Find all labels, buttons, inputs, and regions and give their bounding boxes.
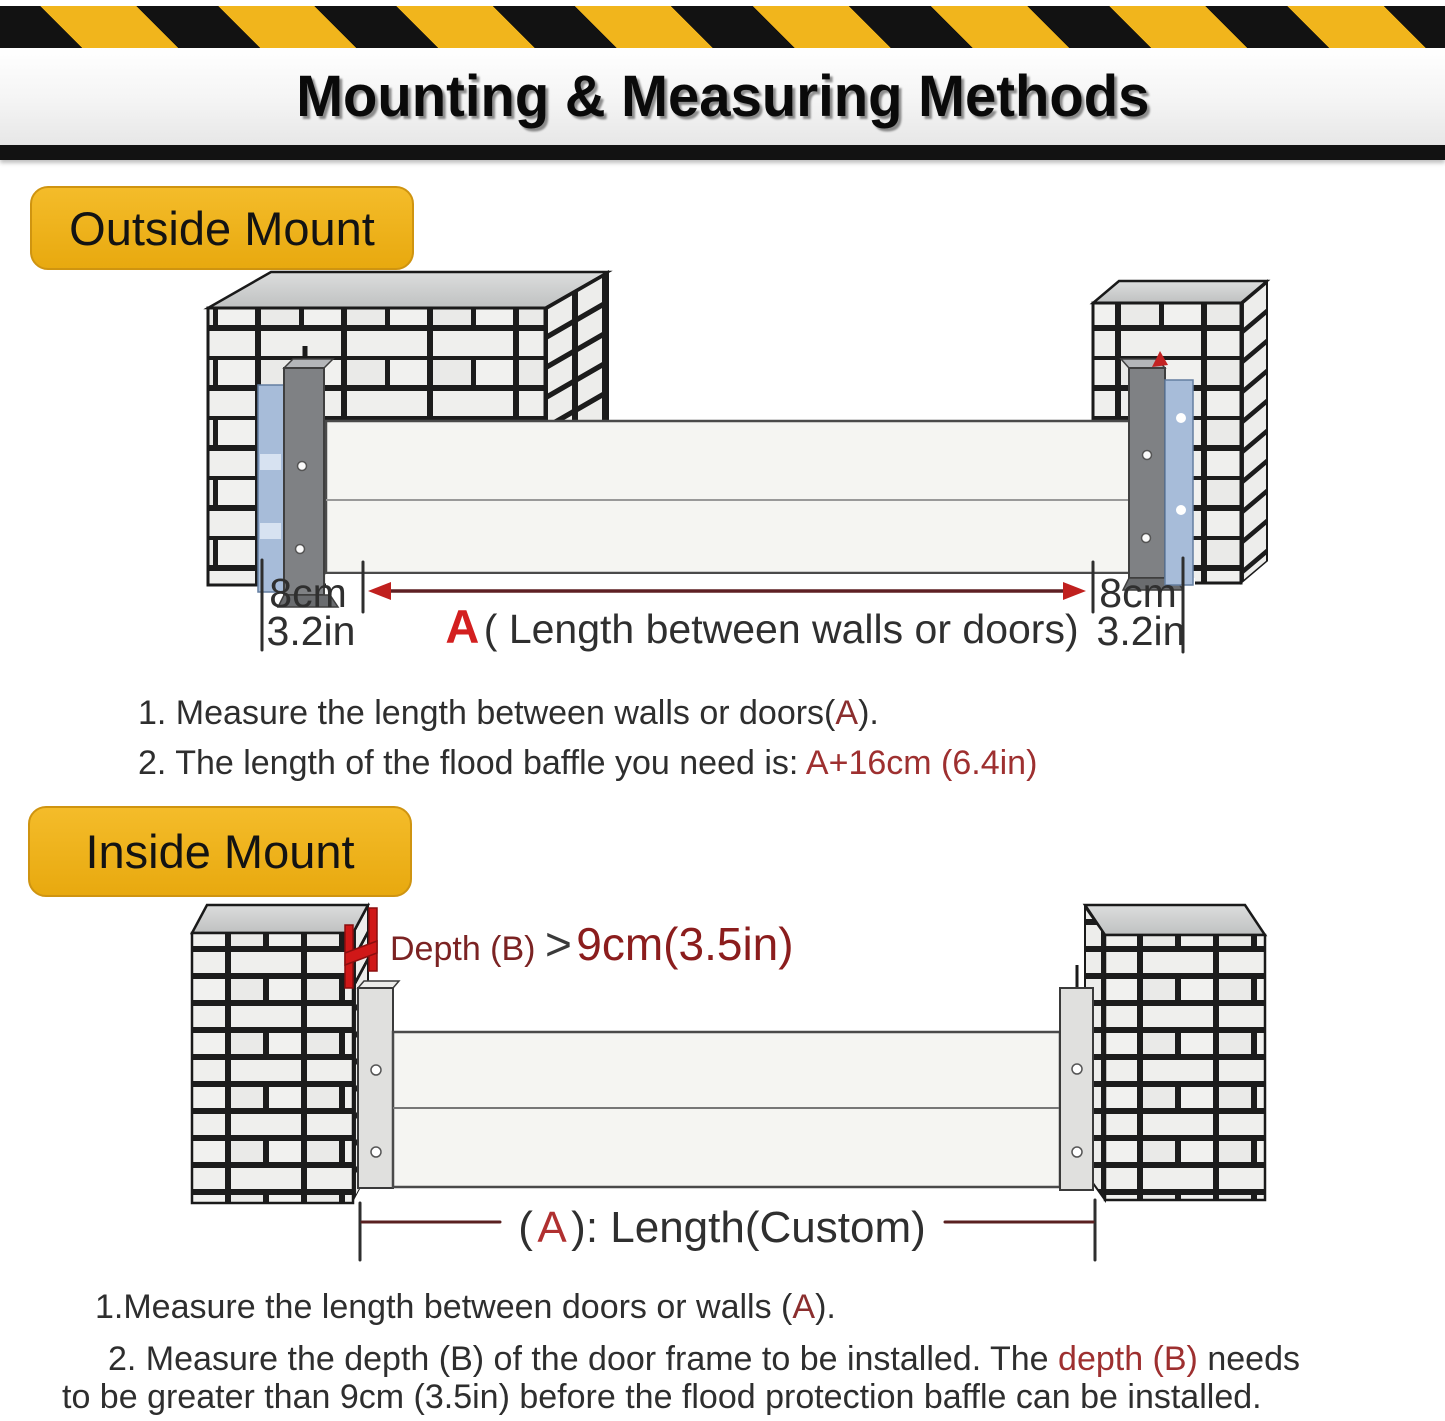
bracket-top-bevel xyxy=(284,359,333,368)
flood-barrier-panel xyxy=(326,421,1195,600)
pillar-front-face xyxy=(1105,935,1265,1200)
inside-left-brick-pillar xyxy=(192,905,368,1203)
inside-mount-diagram xyxy=(0,895,1445,1295)
inside-step-2-line2: to be greater than 9cm (3.5in) before the flood protection baffle can be installed. xyxy=(62,1378,1262,1416)
seal-strip-pad xyxy=(260,454,281,470)
seal-strip-dot xyxy=(1176,505,1186,515)
pillar-top-face xyxy=(192,905,368,933)
pillar-top-face xyxy=(1085,905,1265,935)
right-mounting-hardware xyxy=(1121,351,1193,590)
pillar-top-face xyxy=(1093,281,1267,303)
screw-hole xyxy=(1142,534,1151,543)
pillar-front-face xyxy=(192,933,353,1203)
pillar-side-face xyxy=(1241,281,1267,583)
mounting-plate xyxy=(1060,988,1093,1190)
inside-step-1: 1.Measure the length between doors or walls (A). xyxy=(95,1288,836,1326)
inside-step-2-line1: 2. Measure the depth (B) of the door frame to be installed. The depth (B) needs xyxy=(108,1340,1300,1378)
right-offset-in-label: 3.2in xyxy=(1096,608,1186,654)
screw-hole xyxy=(371,1065,381,1075)
inside-right-brick-pillar xyxy=(1085,905,1265,1200)
caution-stripe-banner xyxy=(0,6,1445,48)
inside-mount-badge-label: Inside Mount xyxy=(85,825,355,878)
screw-hole xyxy=(1072,1147,1082,1157)
outside-mount-badge-label: Outside Mount xyxy=(69,201,375,255)
outside-step-1: 1. Measure the length between walls or doors(A). xyxy=(138,694,879,732)
header-divider-bar xyxy=(0,145,1445,160)
custom-length-label: ( A ): Length(Custom) xyxy=(518,1203,926,1252)
inside-right-mounting-plate xyxy=(1060,965,1093,1190)
span-length-label: A ( Length between walls or doors) xyxy=(445,600,1079,653)
screw-hole xyxy=(1143,451,1152,460)
screw-hole xyxy=(298,462,307,471)
mounting-channel-right xyxy=(1129,368,1165,578)
screw-hole xyxy=(1072,1064,1082,1074)
clamp-back-leg xyxy=(369,908,377,971)
screw-hole xyxy=(296,545,305,554)
outside-mount-badge xyxy=(30,186,414,270)
left-offset-cm-label: 8cm xyxy=(269,570,347,616)
depth-requirement-label: Depth (B) > 9cm(3.5in) xyxy=(390,918,794,970)
left-offset-in-label: 3.2in xyxy=(266,608,356,654)
right-offset-cm-label: 8cm xyxy=(1099,570,1177,616)
outside-mount-diagram xyxy=(0,268,1445,678)
screw-hole xyxy=(371,1147,381,1157)
header-title-band xyxy=(0,48,1445,145)
seal-strip-dot xyxy=(1176,413,1186,423)
mounting-plate xyxy=(358,988,393,1188)
inside-flood-barrier-panel xyxy=(393,1032,1060,1187)
page-title: Mounting & Measuring Methods xyxy=(295,63,1150,129)
pillar-top-face xyxy=(208,272,608,308)
seal-strip-pad xyxy=(260,523,281,539)
inside-mount-badge xyxy=(28,806,412,897)
mounting-channel-left xyxy=(284,368,324,595)
seal-strip-right xyxy=(1165,380,1193,585)
plate-top-bevel xyxy=(358,981,399,988)
outside-step-2: 2. The length of the flood baffle you need is: A+16cm (6.4in) xyxy=(138,744,1038,782)
